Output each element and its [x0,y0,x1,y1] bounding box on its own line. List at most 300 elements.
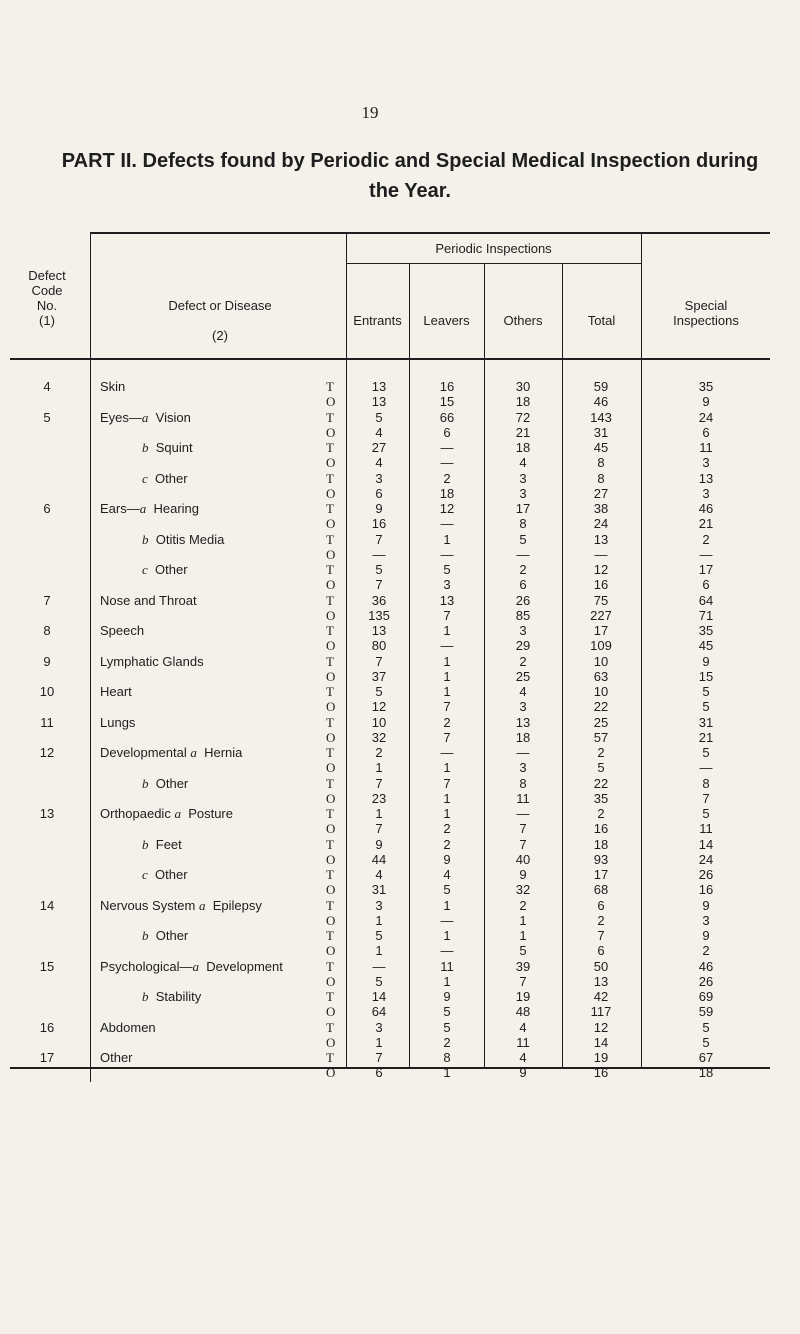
cell-total-t: 75 [593,593,609,608]
cell-special-o: 15 [698,669,714,684]
cell-total-t: 38 [593,501,609,516]
row-o-marker: O [326,486,336,501]
cell-total-o: — [594,547,608,562]
cell-others-o: 1 [519,913,527,928]
cell-leavers-t: 1 [443,684,451,699]
cell-leavers-t: 2 [443,715,451,730]
col-rule-4 [484,263,485,1067]
cell-special-o: 45 [698,638,714,653]
cell-total-t: 10 [593,684,609,699]
cell-entrants-t: 14 [371,989,387,1004]
cell-total-t: 18 [593,837,609,852]
cell-others-o: 25 [515,669,531,684]
cell-others-o: 3 [519,486,527,501]
cell-total-t: 13 [593,532,609,547]
cell-others-o: 11 [516,791,530,806]
row-o-marker: O [326,455,336,470]
cell-leavers-o: 1 [443,760,451,775]
row-code: 16 [39,1020,55,1035]
header-defect-number: (2) [212,328,228,343]
cell-others-t: 13 [515,715,531,730]
cell-leavers-t: 11 [440,959,454,974]
cell-others-o: 29 [515,638,531,653]
row-label [100,716,135,729]
row-t-marker: T [326,959,334,974]
cell-special-t: 69 [698,989,714,1004]
header-code-line: Code [31,283,63,298]
row-o-marker: O [326,699,336,714]
row-label [142,472,188,485]
cell-total-o: 68 [593,882,609,897]
cell-leavers-o: 9 [443,852,451,867]
cell-total-o: 13 [593,974,609,989]
cell-leavers-o: 2 [443,1035,451,1050]
cell-entrants-o: 1 [375,1035,383,1050]
cell-total-o: 35 [593,791,609,806]
row-label [100,1051,133,1064]
row-t-marker: T [326,1050,334,1065]
row-t-marker: T [326,745,334,760]
label-prefix: Eyes— [100,410,142,425]
row-o-marker: O [326,1004,336,1019]
cell-others-o: 11 [516,1035,530,1050]
table-top-rule [90,232,770,234]
cell-total-o: 227 [590,608,612,623]
cell-leavers-o: 3 [443,577,451,592]
cell-others-t: — [516,806,530,821]
row-t-marker: T [326,440,334,455]
cell-others-o: 8 [519,516,527,531]
page-number: 19 [361,103,379,122]
row-t-marker: T [326,623,334,638]
cell-leavers-o: — [440,516,454,531]
cell-special-o: 6 [702,425,710,440]
cell-entrants-o: 13 [371,394,387,409]
cell-others-o: 85 [515,608,531,623]
cell-total-o: 63 [593,669,609,684]
cell-special-o: 21 [698,730,714,745]
cell-others-o: 32 [515,882,531,897]
row-code: 13 [39,806,55,821]
cell-total-t: 2 [597,806,605,821]
label-text: Vision [155,410,191,425]
cell-entrants-t: 5 [375,684,383,699]
cell-total-o: 109 [590,638,612,653]
cell-others-o: 4 [519,455,527,470]
label-subletter: b [142,837,152,852]
cell-special-t: 67 [698,1050,714,1065]
row-code: 4 [43,379,51,394]
col-rule-1 [90,232,91,1082]
row-label [100,380,125,393]
cell-others-o: 6 [519,577,527,592]
label-subletter: a [190,745,201,760]
row-o-marker: O [326,882,336,897]
row-t-marker: T [326,928,334,943]
label-subletter: a [198,898,209,913]
col-rule-5 [562,263,563,1067]
label-prefix: Nervous System [100,898,199,913]
cell-special-o: 7 [702,791,710,806]
row-label [100,655,204,668]
row-o-marker: O [326,821,336,836]
cell-others-o: 9 [519,1065,527,1080]
label-text: Other [155,471,188,486]
cell-others-t: 30 [515,379,531,394]
label-subletter: c [142,867,152,882]
label-subletter: b [142,440,152,455]
cell-entrants-t: 2 [375,745,383,760]
label-text: Speech [100,623,145,638]
header-defect: Defect or Disease [168,298,272,313]
row-label [100,624,144,637]
row-t-marker: T [326,715,334,730]
cell-others-t: 3 [519,471,527,486]
cell-entrants-o: 7 [375,577,383,592]
cell-entrants-t: 5 [375,928,383,943]
cell-leavers-t: 1 [443,928,451,943]
cell-leavers-o: 7 [443,608,451,623]
periodic-subheader-rule [346,263,641,264]
cell-total-t: 22 [593,776,609,791]
cell-entrants-t: 7 [375,1050,383,1065]
cell-leavers-o: 1 [443,669,451,684]
cell-others-o: 7 [519,821,527,836]
row-o-marker: O [326,516,336,531]
row-label [100,411,191,424]
cell-leavers-t: — [440,745,454,760]
label-subletter: b [142,928,152,943]
cell-special-o: 59 [698,1004,714,1019]
header-code-line: (1) [39,313,55,328]
cell-leavers-o: — [440,547,454,562]
row-code: 17 [39,1050,55,1065]
cell-special-t: 8 [702,776,710,791]
cell-leavers-t: 4 [443,867,451,882]
cell-total-o: 16 [593,821,609,836]
cell-entrants-t: 27 [371,440,387,455]
cell-others-o: 3 [519,699,527,714]
cell-entrants-t: 9 [375,501,383,516]
cell-entrants-o: 4 [375,425,383,440]
cell-special-t: 14 [698,837,714,852]
cell-entrants-t: 7 [375,654,383,669]
row-t-marker: T [326,471,334,486]
row-o-marker: O [326,1065,336,1080]
row-code: 10 [39,684,55,699]
page-title [60,146,760,206]
row-t-marker: T [326,501,334,516]
cell-leavers-t: 66 [439,410,455,425]
cell-leavers-t: 1 [443,532,451,547]
label-subletter: a [139,501,150,516]
row-label [100,746,242,759]
label-prefix: Developmental [100,745,191,760]
row-label [142,990,201,1003]
cell-special-t: 11 [699,440,713,455]
row-code: 11 [40,715,54,730]
row-code: 14 [39,898,55,913]
label-text: Otitis Media [155,532,225,547]
label-text: Hernia [204,745,243,760]
cell-special-o: — [699,547,713,562]
row-t-marker: T [326,410,334,425]
cell-entrants-o: 31 [371,882,387,897]
col-rule-3 [409,263,410,1067]
cell-total-o: 16 [593,1065,609,1080]
cell-others-o: — [516,547,530,562]
cell-total-o: 46 [593,394,609,409]
cell-others-o: 40 [515,852,531,867]
row-o-marker: O [326,394,336,409]
label-subletter: b [142,532,152,547]
cell-entrants-o: 44 [371,852,387,867]
row-t-marker: T [326,776,334,791]
cell-total-t: 17 [593,867,609,882]
cell-special-o: 16 [698,882,714,897]
header-periodic: Periodic Inspections [435,241,552,256]
row-t-marker: T [326,593,334,608]
cell-special-t: 5 [702,1020,710,1035]
col-rule-6 [641,232,642,1067]
title-line-2: the Year. [369,180,451,202]
row-o-marker: O [326,577,336,592]
cell-entrants-t: 3 [375,1020,383,1035]
cell-leavers-o: 18 [439,486,455,501]
cell-others-t: 8 [519,776,527,791]
cell-total-o: 93 [593,852,609,867]
cell-special-o: — [699,760,713,775]
cell-entrants-t: 3 [375,898,383,913]
row-code: 5 [43,410,51,425]
cell-leavers-o: 7 [443,730,451,745]
cell-entrants-o: 80 [371,638,387,653]
cell-entrants-o: 135 [368,608,390,623]
label-text: Abdomen [100,1020,156,1035]
label-subletter: c [142,562,152,577]
cell-total-t: 17 [593,623,609,638]
cell-total-t: 12 [593,562,609,577]
row-code: 12 [39,745,55,760]
label-text: Epilepsy [212,898,262,913]
cell-others-t: 2 [519,898,527,913]
cell-total-t: 59 [593,379,609,394]
cell-special-t: 46 [698,959,714,974]
row-o-marker: O [326,638,336,653]
cell-leavers-t: 2 [443,471,451,486]
table-header-rule [10,358,770,360]
title-line-1: PART II. Defects found by Periodic and Special Medical Inspection during [61,150,759,172]
row-label [142,441,193,454]
cell-leavers-t: 1 [443,654,451,669]
cell-total-o: 24 [593,516,609,531]
cell-others-t: 2 [519,562,527,577]
label-text: Squint [155,440,193,455]
cell-special-t: 9 [702,928,710,943]
cell-entrants-o: 37 [371,669,387,684]
cell-leavers-t: 1 [443,806,451,821]
cell-entrants-o: 12 [371,699,387,714]
cell-leavers-t: 13 [439,593,455,608]
cell-entrants-t: 13 [371,623,387,638]
cell-total-t: 45 [593,440,609,455]
cell-entrants-o: 4 [375,455,383,470]
row-t-marker: T [326,806,334,821]
cell-others-t: 4 [519,684,527,699]
cell-entrants-t: 9 [375,837,383,852]
row-t-marker: T [326,837,334,852]
cell-entrants-t: 10 [371,715,387,730]
cell-others-t: 39 [515,959,531,974]
row-label [142,777,188,790]
cell-total-t: 8 [597,471,605,486]
cell-entrants-o: 32 [371,730,387,745]
label-text: Other [155,776,189,791]
cell-entrants-t: 1 [375,806,383,821]
header-total: Total [587,313,616,328]
cell-leavers-o: 1 [443,791,451,806]
cell-others-t: 3 [519,623,527,638]
row-o-marker: O [326,608,336,623]
label-text: Feet [155,837,182,852]
cell-entrants-o: 6 [375,486,383,501]
cell-others-t: 7 [519,837,527,852]
row-label [100,594,197,607]
cell-special-o: 3 [702,455,710,470]
row-code: 9 [43,654,51,669]
cell-special-o: 6 [702,577,710,592]
header-code-line: Defect [28,268,66,283]
cell-leavers-o: — [440,913,454,928]
row-t-marker: T [326,379,334,394]
row-label [142,838,182,851]
cell-entrants-o: — [372,547,386,562]
label-text: Stability [155,989,202,1004]
row-code: 15 [39,959,55,974]
cell-total-t: 6 [597,898,605,913]
row-label [100,807,233,820]
cell-leavers-o: 1 [443,1065,451,1080]
cell-leavers-t: 7 [443,776,451,791]
cell-total-t: 7 [597,928,605,943]
cell-entrants-o: 23 [371,791,387,806]
header-special: Special [684,298,728,313]
cell-leavers-o: 7 [443,699,451,714]
cell-others-o: 7 [519,974,527,989]
label-subletter: b [142,776,152,791]
cell-entrants-t: 5 [375,562,383,577]
row-t-marker: T [326,562,334,577]
cell-leavers-t: 2 [443,837,451,852]
cell-special-t: 9 [702,654,710,669]
row-label [100,685,132,698]
cell-total-o: 6 [597,943,605,958]
row-label [142,929,188,942]
row-o-marker: O [326,1035,336,1050]
row-t-marker: T [326,1020,334,1035]
cell-leavers-t: 9 [443,989,451,1004]
cell-leavers-t: 5 [443,1020,451,1035]
cell-leavers-t: 1 [443,898,451,913]
cell-others-t: 19 [515,989,531,1004]
cell-special-o: 11 [699,821,713,836]
row-o-marker: O [326,547,336,562]
cell-total-o: 117 [590,1004,612,1019]
cell-special-t: 64 [698,593,714,608]
cell-others-o: 18 [515,394,531,409]
label-subletter: a [141,410,152,425]
row-t-marker: T [326,654,334,669]
label-text: Heart [100,684,132,699]
cell-special-o: 3 [702,913,710,928]
cell-special-o: 21 [698,516,714,531]
cell-special-t: 26 [698,867,714,882]
cell-leavers-o: — [440,455,454,470]
cell-others-t: 2 [519,654,527,669]
cell-entrants-t: — [372,959,386,974]
cell-total-t: 50 [593,959,609,974]
row-label [100,960,283,973]
cell-others-t: 1 [519,928,527,943]
row-label [142,868,188,881]
row-t-marker: T [326,898,334,913]
row-t-marker: T [326,684,334,699]
row-o-marker: O [326,852,336,867]
cell-leavers-t: — [440,440,454,455]
label-prefix: Orthopaedic [100,806,175,821]
row-o-marker: O [326,974,336,989]
cell-others-o: 18 [515,730,531,745]
cell-special-o: 26 [698,974,714,989]
cell-total-o: 8 [597,455,605,470]
header-leavers: Leavers [423,313,470,328]
cell-leavers-o: 15 [439,394,455,409]
row-o-marker: O [326,425,336,440]
cell-others-o: 48 [515,1004,531,1019]
header-entrants: Entrants [353,313,402,328]
header-code-line: No. [36,298,58,313]
cell-leavers-t: 8 [443,1050,451,1065]
row-label [100,502,199,515]
label-prefix: Ears— [100,501,140,516]
cell-entrants-o: 16 [371,516,387,531]
cell-special-o: 5 [702,699,710,714]
cell-leavers-o: 6 [443,425,451,440]
row-label [100,899,262,912]
row-label [100,1021,156,1034]
cell-total-t: 2 [597,745,605,760]
cell-leavers-t: 5 [443,562,451,577]
cell-leavers-o: 1 [443,974,451,989]
cell-leavers-o: — [440,638,454,653]
cell-leavers-o: 2 [443,821,451,836]
cell-special-t: 35 [698,623,714,638]
cell-entrants-t: 4 [375,867,383,882]
cell-leavers-t: 1 [443,623,451,638]
col-rule-2 [346,232,347,1067]
row-o-marker: O [326,943,336,958]
cell-total-t: 143 [590,410,612,425]
cell-others-t: 5 [519,532,527,547]
cell-special-o: 2 [702,943,710,958]
cell-entrants-o: 5 [375,974,383,989]
cell-entrants-o: 1 [375,760,383,775]
row-t-marker: T [326,989,334,1004]
cell-total-o: 5 [597,760,605,775]
cell-others-t: 4 [519,1050,527,1065]
cell-special-o: 9 [702,394,710,409]
cell-special-t: 35 [698,379,714,394]
